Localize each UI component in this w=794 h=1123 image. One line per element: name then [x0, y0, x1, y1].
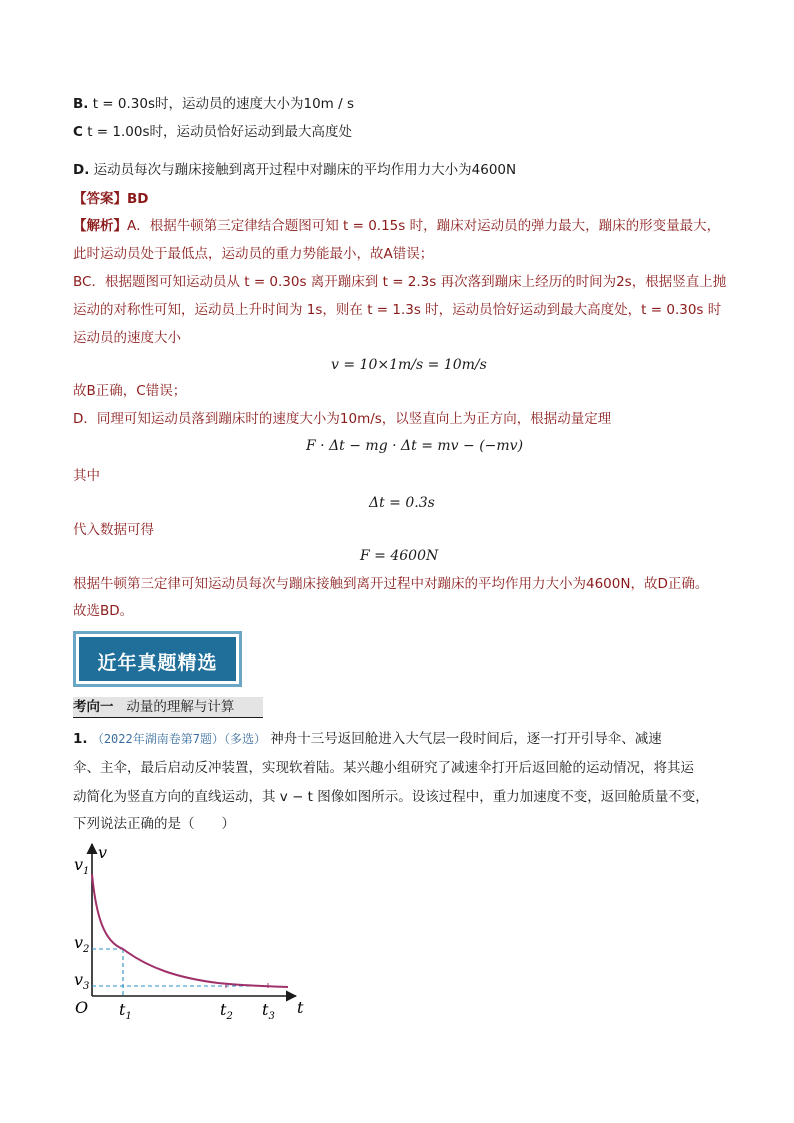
- analysis-line-d4: 根据牛顿第三定律可知运动员每次与蹦床接触到离开过程中对蹦床的平均作用力大小为4600N，故D正确。: [73, 576, 709, 592]
- section-heading: [73, 697, 263, 718]
- equation-momentum: F · Δt − mg · Δt = mv − (−mv): [306, 438, 524, 454]
- option-d-label: D.: [73, 162, 90, 178]
- option-b-label: B.: [73, 96, 89, 112]
- analysis-tag: 【解析】: [73, 218, 127, 234]
- analysis-line-a1: [73, 216, 720, 236]
- answer-value: BD: [127, 191, 149, 207]
- origin-label: O: [75, 998, 89, 1017]
- question-text-1: 神舟十三号返回舱进入大气层一段时间后，逐一打开引导伞、减速: [270, 731, 662, 747]
- option-c: [73, 122, 352, 142]
- option-c-label: C: [73, 124, 83, 140]
- analysis-line-bc2: 运动的对称性可知，运动员上升时间为 1s，则在 t = 1.3s 时，运动员恰好运动到最大高度处，t = 0.30s 时: [73, 302, 722, 318]
- banner-title: 近年真题精选: [97, 652, 218, 674]
- question-line-2: 伞、主伞，最后启动反冲装置，实现软着陆。某兴趣小组研究了减速伞打开后返回舱的运动情况，将其运: [73, 760, 694, 776]
- section-kaoxiang: 考向一: [73, 699, 114, 715]
- v3-label: $v_3$: [74, 970, 90, 992]
- option-d: [73, 160, 516, 180]
- question-source: （2022年湖南卷第7题）（多选）: [91, 732, 266, 746]
- section-title: 动量的理解与计算: [126, 699, 235, 715]
- v1-label: $v_1$: [74, 855, 90, 877]
- analysis-line-bc1: BC．根据题图可知运动员从 t = 0.30s 离开蹦床到 t = 2.3s 再次落到蹦床上经历的时间为2s，根据竖直上抛: [73, 274, 727, 290]
- analysis-line-d5: 故选BD。: [73, 603, 134, 619]
- analysis-line-d1: D．同理可知运动员落到蹦床时的速度大小为10m/s，以竖直向上为正方向，根据动量定理: [73, 411, 612, 427]
- question-number: 1.: [73, 731, 88, 747]
- t3-label: $t_3$: [262, 1000, 275, 1022]
- analysis-a1-text: A．根据牛顿第三定律结合题图可知 t = 0.15s 时，蹦床对运动员的弹力最大，蹦床的形变量最大，: [127, 218, 721, 234]
- equation-delta-t: Δt = 0.3s: [369, 495, 435, 511]
- vt-curve: [92, 874, 288, 987]
- y-axis-label: v: [98, 843, 108, 862]
- option-b-text: t = 0.30s时，运动员的速度大小为10m / s: [92, 96, 354, 112]
- x-axis-label: t: [297, 998, 304, 1017]
- analysis-line-d3: 代入数据可得: [73, 522, 154, 538]
- question-line-4: 下列说法正确的是（ ）: [73, 816, 235, 832]
- option-c-text: t = 1.00s时，运动员恰好运动到最大高度处: [87, 124, 352, 140]
- analysis-line-bc3: 运动员的速度大小: [73, 330, 181, 346]
- equation-velocity: v = 10×1m/s = 10m/s: [331, 357, 487, 373]
- recent-exam-banner: [73, 631, 242, 687]
- t1-label: $t_1$: [119, 1000, 132, 1022]
- question-line-1: [73, 729, 662, 749]
- t2-label: $t_2$: [220, 1000, 233, 1022]
- equation-force: F = 4600N: [360, 548, 439, 564]
- option-d-text: 运动员每次与蹦床接触到离开过程中对蹦床的平均作用力大小为4600N: [93, 162, 517, 178]
- question-line-3: 动简化为竖直方向的直线运动，其 v − t 图像如图所示。设该过程中，重力加速度不变，返回舱质量不变，: [73, 789, 709, 805]
- v2-label: $v_2$: [74, 933, 90, 955]
- analysis-line-a2: 此时运动员处于最低点，运动员的重力势能最小，故A错误；: [73, 246, 434, 262]
- answer-tag: 【答案】: [73, 191, 127, 207]
- vt-graph: [68, 838, 318, 1023]
- option-b: [73, 94, 354, 114]
- analysis-line-d2: 其中: [73, 468, 100, 484]
- answer: [73, 189, 149, 209]
- analysis-line-bc4: 故B正确，C错误；: [73, 383, 187, 399]
